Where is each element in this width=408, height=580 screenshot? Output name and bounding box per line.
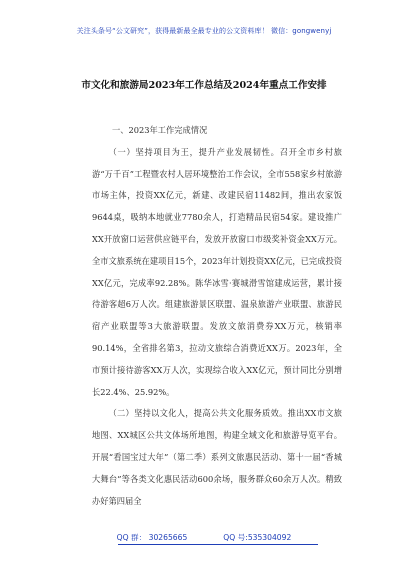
footer-contact [0,532,408,543]
body-paragraph: （一）坚持项目为王，提升产业发展韧性。召开全市乡村旅游“万千百”工程暨农村人居环境整治工作会议，全市558家乡村旅游市场主体，投资XX亿元，新建、改建民宿11482间，推出农家饭9644桌，吸纳本地就业7780余人，打造精品民宿54家。建设推广XX开放窗口运营供应链平台，发放开放窗口市级奖补资金XX万元。全市文旅系统在建项目15个，2023年计划投资XX亿元，已完成投资XX亿元，完成率92.28%。陈华冰雪·赛城滑雪馆建成运营，累计接待游客超6万人次。组建旅游景区联盟、温泉旅游产业联盟、旅游民宿产业联盟等3大旅游联盟。发放文旅消费券XX万元，核销率90.14%，全省排名第3，拉动文旅综合消费近XX万。2023年，全市预计接待游客XX万人次，实现综合收入XX亿元，预计同比分别增长22.4%、25.92%。 [92,146,342,397]
footer-underline [118,544,318,545]
header-promo-note: 关注头条号“公文研究”，获得最新最全最专业的公文资料库！ 微信：gongwenyj [76,27,332,35]
body-paragraph: （二）坚持以文化人，提高公共文化服务质效。推出XX市文旅地图、XX城区公共文体场所地图，构建全域文化和旅游导览平台。开展“看国宝过大年”（第二季）系列文旅惠民活动、第十一届“香城大舞台”等各类文化惠民活动600余场，服务群众60余万人次。精致办好第四届全 [92,408,342,506]
section-heading: 一、2023年工作完成情况 [112,125,208,135]
document-body [92,120,342,512]
qq-group-text: QQ 群： 30265665 [116,533,188,542]
document-title: 市文化和旅游局2023年工作总结及2024年重点工作安排 [81,80,327,91]
qq-number-text: QQ 号:535304092 [223,533,292,542]
